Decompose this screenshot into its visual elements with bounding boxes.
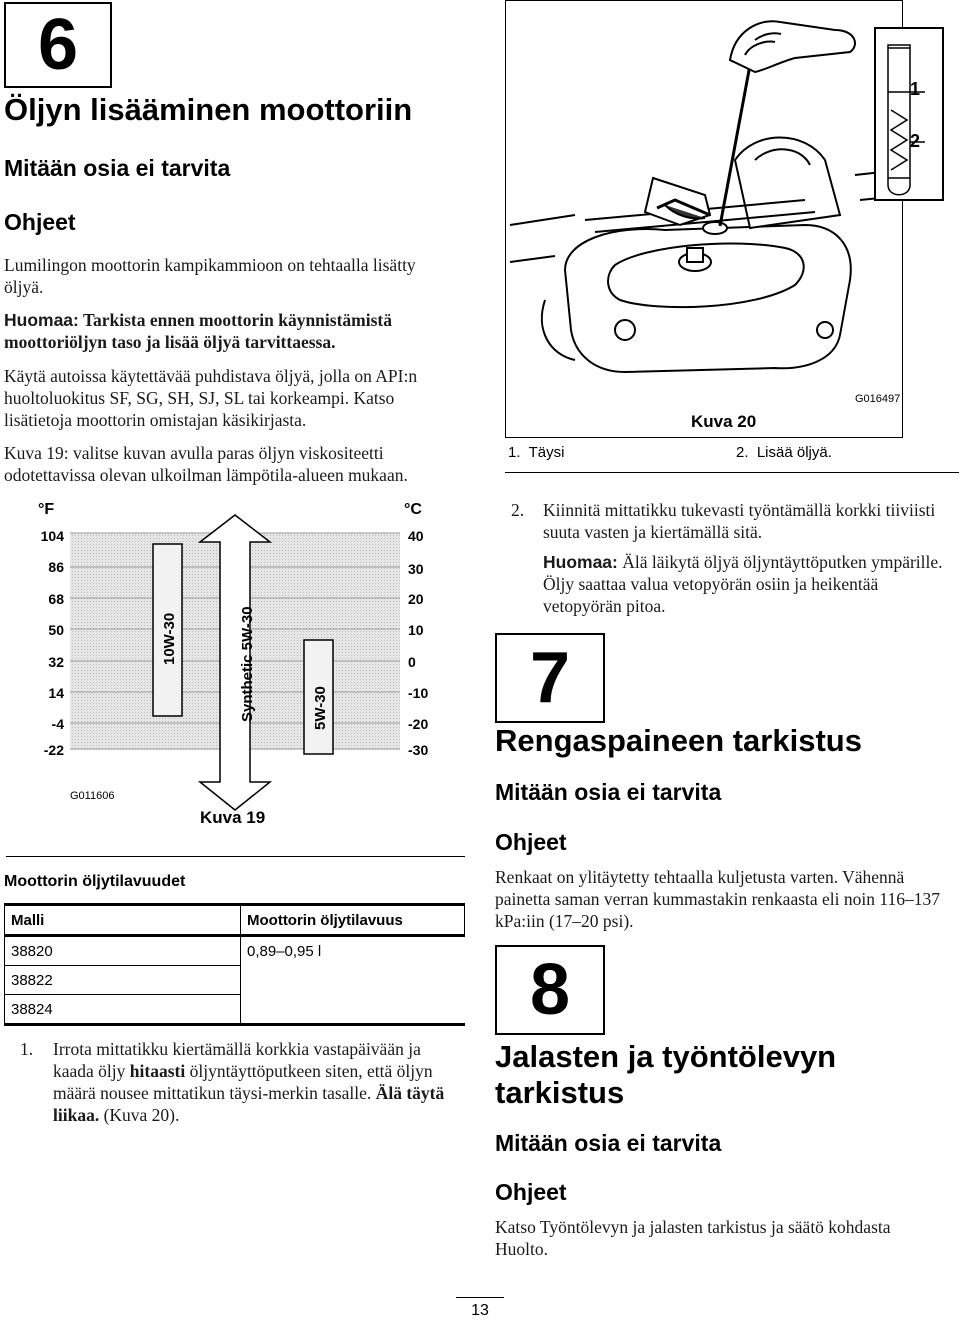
legend-rule bbox=[505, 472, 959, 473]
col-model-header: Malli bbox=[5, 905, 241, 936]
capacity-cell bbox=[241, 995, 465, 1025]
step1-bold-warning: Älä täytä liikaa. bbox=[53, 1083, 445, 1125]
c-tick: 0 bbox=[408, 654, 416, 670]
page-number-rule bbox=[456, 1297, 504, 1298]
table-row bbox=[5, 966, 465, 995]
no-parts-heading: Mitään osia ei tarvita bbox=[4, 155, 231, 181]
c-tick: 20 bbox=[408, 591, 424, 607]
f-tick: 68 bbox=[48, 591, 64, 607]
figure20-caption: Kuva 20 bbox=[691, 412, 757, 431]
figure-caption: Kuva 19 bbox=[200, 808, 266, 827]
bar-label-10w30: 10W-30 bbox=[161, 612, 178, 665]
model-cell: 38822 bbox=[5, 966, 241, 995]
step-number-8: 8 bbox=[529, 950, 571, 1030]
section8-text: Katso Työntölevyn ja jalasten tarkistus ja säätö kohdasta Huolto. bbox=[495, 1217, 891, 1259]
step2-note-label: Huomaa: bbox=[543, 552, 618, 572]
step1-bold-slowly: hitaasti bbox=[129, 1061, 186, 1081]
bar-label-5w30: 5W-30 bbox=[312, 686, 329, 730]
step2-paragraph: Kiinnitä mittatikku tukevasti työntämällä korkki tiiviisti suuta vasten ja kiertämällä sitä. bbox=[543, 500, 936, 542]
f-tick: 50 bbox=[48, 622, 64, 638]
capacity-cell bbox=[241, 966, 465, 995]
engine-drawing bbox=[510, 21, 900, 372]
f-tick: 32 bbox=[48, 654, 64, 670]
oil-paragraph: Käytä autoissa käytettävää puhdistava öljyä, jolla on API:n huoltoluokitus SF, SG, SH, SJ, SL tai korkeampi. Katso lisätietoja moottorin omistajan käsikirjasta. bbox=[4, 366, 418, 430]
section7-no-parts: Mitään osia ei tarvita bbox=[495, 779, 722, 805]
table-header-row bbox=[5, 905, 465, 936]
section7-text: Renkaat on ylitäytetty tehtaalla kuljetusta varten. Vähennä painetta saman verran kummastakin renkaasta eli noin 116–137 kPa:iin (17–20 psi). bbox=[495, 867, 940, 931]
step1-text-c: (Kuva 20). bbox=[99, 1105, 180, 1125]
section8-procedure: Ohjeet bbox=[495, 1179, 567, 1205]
step-number-box bbox=[4, 2, 112, 88]
table-row bbox=[5, 995, 465, 1025]
figure-code: G011606 bbox=[70, 790, 115, 802]
section7-title: Rengaspaineen tarkistus bbox=[495, 723, 862, 758]
step1-text-a: Irrota mittatikku kiertämällä korkkia vastapäivään ja kaada öljy bbox=[53, 1039, 421, 1081]
step-number-box-8 bbox=[495, 945, 605, 1035]
bar-label-synthetic: Synthetic 5W-30 bbox=[239, 606, 256, 722]
model-cell: 38824 bbox=[5, 995, 241, 1025]
viscosity-paragraph: Kuva 19: valitse kuvan avulla paras öljyn viskositeetti odotettavissa olevan ulkoilman lämpötila-alueen mukaan. bbox=[4, 443, 408, 485]
f-tick: 104 bbox=[40, 528, 64, 544]
legend-add-oil: 2. Lisää öljyä. bbox=[736, 444, 832, 461]
fahrenheit-label: °F bbox=[38, 501, 55, 518]
capacity-heading: Moottorin öljytilavuudet bbox=[4, 873, 186, 890]
f-tick: 86 bbox=[48, 559, 64, 575]
dipstick-detail bbox=[875, 28, 943, 200]
callout-2: 2 bbox=[910, 131, 921, 151]
viscosity-chart bbox=[0, 490, 470, 835]
capacity-table bbox=[4, 903, 465, 1026]
step-number-box-7 bbox=[495, 633, 605, 723]
table-row bbox=[5, 936, 465, 966]
c-tick: 40 bbox=[408, 528, 424, 544]
step1-text-b: öljyntäyttöputkeen siten, että öljyn määrä nousee mittatikun täysi-merkin tasalle. bbox=[53, 1061, 433, 1103]
section8-title: Jalasten ja työntölevyn tarkistus bbox=[495, 1039, 837, 1110]
capacity-cell: 0,89–0,95 l bbox=[241, 936, 465, 966]
c-tick: -30 bbox=[408, 742, 429, 758]
note-paragraph bbox=[4, 309, 454, 353]
step2-number: 2. bbox=[511, 500, 525, 520]
procedure-heading: Ohjeet bbox=[4, 209, 76, 235]
legend-full: 1. Täysi bbox=[508, 444, 565, 461]
col-capacity-header: Moottorin öljytilavuus bbox=[241, 905, 465, 936]
oil-fill-illustration bbox=[505, 0, 960, 440]
callout-1: 1 bbox=[910, 79, 921, 99]
f-tick: -4 bbox=[51, 716, 64, 732]
step1-paragraph bbox=[53, 1038, 463, 1126]
figure20-code: G016497 bbox=[855, 393, 901, 405]
f-tick: -22 bbox=[43, 742, 64, 758]
section-title: Öljyn lisääminen moottoriin bbox=[4, 92, 413, 127]
section7-procedure: Ohjeet bbox=[495, 829, 567, 855]
c-tick: -20 bbox=[408, 716, 429, 732]
step2-note-text: Älä läikytä öljyä öljyntäyttöputken ympärille. Öljy saattaa valua vetopyörän osiin ja heikentää vetopyörän pitoa. bbox=[543, 552, 943, 616]
step-number: 6 bbox=[37, 5, 79, 85]
celsius-label: °C bbox=[404, 501, 422, 518]
page-number: 13 bbox=[471, 1302, 489, 1319]
c-tick: 10 bbox=[408, 622, 424, 638]
section8-no-parts: Mitään osia ei tarvita bbox=[495, 1130, 722, 1156]
model-cell: 38820 bbox=[5, 936, 241, 966]
c-tick: 30 bbox=[408, 561, 424, 577]
section-rule bbox=[6, 856, 465, 857]
f-tick: 14 bbox=[48, 685, 64, 701]
step-number-7: 7 bbox=[529, 638, 571, 718]
step2-note bbox=[543, 551, 953, 617]
intro-paragraph: Lumilingon moottorin kampikammioon on tehtaalla lisätty öljyä. bbox=[4, 255, 416, 297]
step1-number: 1. bbox=[20, 1039, 34, 1059]
c-tick: -10 bbox=[408, 685, 429, 701]
note-label: Huomaa: bbox=[4, 310, 79, 330]
note-text: Tarkista ennen moottorin käynnistämistä moottoriöljyn taso ja lisää öljyä tarvittaessa. bbox=[4, 310, 392, 352]
